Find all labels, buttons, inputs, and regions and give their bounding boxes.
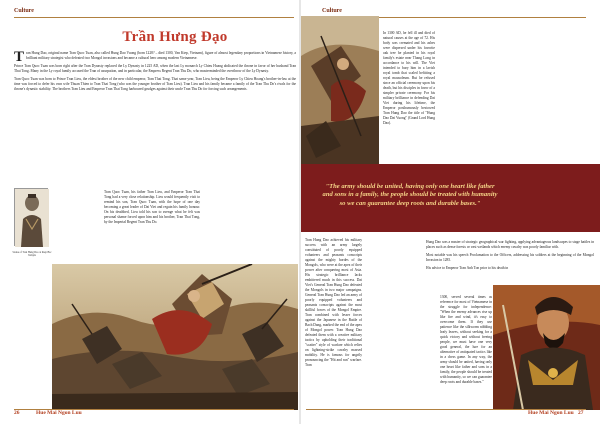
page-number-left: 26 <box>14 410 20 416</box>
column-2-top: In 1300 AD, he fell ill and died of natural causes at the age of 72. His body was cremated and his ashes were dispersed under his favorite oak tree he planted in his royal family's estate near Thang Long in accordance to his will. The Viet intended to bury him in a lavish royal tomb that scaled befitting a royal mausoleum. But he refused since an official ceremony upon his death, but his disciples in favor of a simpler private ceremony. For his military brilliance in defending Dai Viet during his lifetime, the Emperor posthumously bestowed Tran Hung Dao the title of "Hung Dao Dai Vuong" (Grand Lord Hung Dao). <box>383 31 435 125</box>
intro-text-block <box>14 51 296 95</box>
battle-painting-image <box>52 264 298 410</box>
column-2-bottom: Tran Hung Dao achieved his military success with an army largely constituted of poorly equipped volunteers and peasants conscripts against the mighty hordes of the Mongols, who were at the apex of their power after conquering most of Asia. His strategic brilliance lacks embittered much in this success. Dai Viet's General Tran Hung Dao defeated the Mongols in two major campaigns. General Tran Hung Dao led an army of poorly equipped volunteers and peasants conscripts against the most skillful forces of the Mongol Empire. Tran combined with lesser forces against the Japanese in the Battle of Bach Dang, marked the end of the apex of Mongol power. Tran Hung Dao defeated them with a creative military tactics by upholding their traditional "scatter" style of warfare which relies on lightning-strike cavalry massed mobility. He is famous for angrily pronouncing the "Hit and run" warfare. Tran <box>305 238 362 367</box>
column-3-paragraph-2: Most notable was his speech Proclamation to the Officers, addressing his soldiers at the beginning of the Mongol Invasion in 1285. <box>426 253 594 262</box>
magazine-name-left: Hue Mai Ngon Luu <box>36 410 82 416</box>
pull-quote: "The army should be united, having only one heart like father and sons in a family, the people should be treated with humanity so we can guarantee deep roots and durable bases." <box>322 183 498 207</box>
paragraph-3: Tran Quoc Tuan was born to Prince Tran Lieu, the eldest brother of the new child emperor, Tran Thai Tong. That same year, Tran Lieu, being the Emperor Ly Chieu Hoang's brother-in-law at the time was forced to defer his own wife Thuan Thien to Tran Thai Tong (who was the younger brother of Tran Lieu). Tran Lieu and his family became a family of the Tran Thu Do's rivals for the throne's dynastic stability. The brothers Tran Lieu and Emperor Tran Thai Tong harboured grudges against their uncle Tran Thu Do for forcing such arrangements. <box>14 77 296 91</box>
portrait-caption: Statue of Tran Hung Dao at Kiep Bac Temple <box>12 251 52 258</box>
column-3-narrow: 1300, served several times as reference for most of Vietnamese in the struggle for independence: "When the enemy advances rise up like fire and wind, it's easy to overcome them. If they use patience like the silkworm nibbling leafy leaves, without seeking for a quick victory and without freeing people, we must have one very good general, the lure for an alternative of antiquated tactics like in a chess game. In any way, the army should be united, having only one heart like father and sons in a family, the people should be treated with humanity, so we can guarantee deep roots and durable bases." <box>440 295 492 384</box>
section-label-right: Culture <box>322 8 342 14</box>
paragraph-4: Tran Quoc Tuan, his father Tran Lieu, and Emperor Tran Thai Tong had a very close relationship. Lieu would frequently visit to remind his son, Tran Quoc Tuan, with the hope of one day becoming a great leader of Dai Viet and regain his family honour. On his deathbed, Lieu told his son to avenge what he felt was personal shame forced upon him and his brother, Tran Thai Tong, by the Imperial Regent Tran Thu Do. <box>104 190 200 224</box>
intro-text: ran Hung Dao, original name Tran Quoc Tuan, also called Hung Dao Vuong (born 1228? – died 1300, Van Kiep, Vietnam), figure of almost legendary proportions in Vietnamese history, a brilliant military strategist who defeated two Mongol invasions and became a cultural hero among modern Vietnamese. <box>26 51 296 60</box>
battle-scene-image <box>301 16 379 164</box>
intro-paragraph <box>14 49 296 65</box>
warrior-portrait-image <box>493 285 600 410</box>
section-label-left: Culture <box>14 8 34 14</box>
column-3-top <box>426 240 594 274</box>
magazine-name-right: Hue Mai Ngon Luu <box>528 410 574 416</box>
page-number-right: 27 <box>578 410 584 416</box>
drop-cap: T <box>14 49 25 65</box>
column-3-paragraph-1: Hung Dao was a master of strategic geographical war fighting, applying advantageous landscapes to stage battles in places such as dense forests or vast wetlands which enemy cavalry was poorly familiar with. <box>426 240 594 249</box>
header-rule-left <box>14 17 294 18</box>
column-3-paragraph-3: His advice to Emperor Tran Anh Ton prior to his death in <box>426 266 509 270</box>
article-title: Trần Hưng Đạo <box>122 29 228 45</box>
statue-portrait-image <box>14 188 48 246</box>
paragraph-2: Prince Tran Quoc Tuan was born right after the Tran Dynasty replaced the Ly Dynasty in 1225 AD, when the last Ly monarch Ly Chieu Hoang abdicated the throne in favor of her husband Tran Thai Tong. Many in the Ly royal family accused the Tran of usurpation, and in particular, the Empress Regent Tran Thu Do, who masterminded the overthrow of the Ly Dynasty. <box>14 64 296 73</box>
